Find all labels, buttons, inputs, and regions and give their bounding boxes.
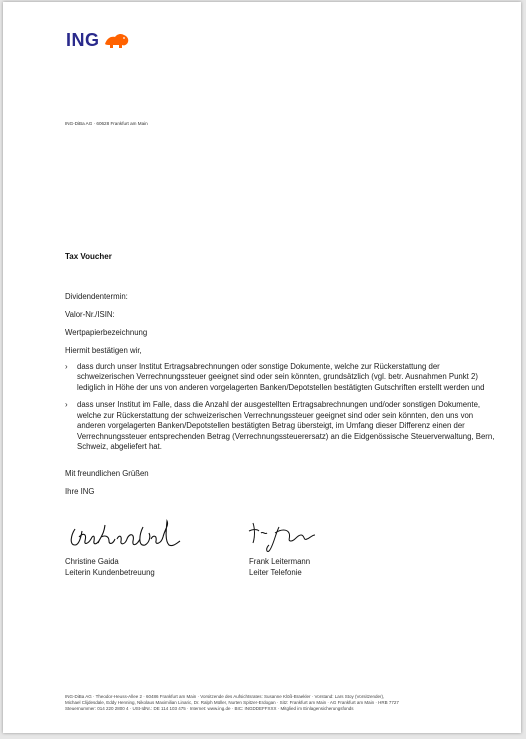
footer-line: Steuernummer: 014 220 2800 4 · USt-IdNr.: DE 114 103 475 · Internet: www.ing.de · BIC: INGDDEFFXXX · Mitglied im Einlagensicherungsfonds [65,706,354,712]
chevron-right-icon: › [65,361,68,371]
signatory-left [65,557,155,578]
lion-icon [103,30,131,50]
signatory-name: Christine Gaida [65,557,119,566]
letter-footer [65,694,485,713]
signatory-role: Leiter Telefonie [249,567,302,577]
bullet-text: dass unser Institut im Falle, dass die Anzahl der ausgestellten Ertragsabrechnungen und/oder sonstigen Dokumente, welche zur Rückerstattung der schweizerischen Verrechnungssteuer geeignet sind oder sein könnten, den uns von anderen vorgelagerten Banken/Depotstellen bestätigten Betrag übersteigt, im Umfang dieser Differenz einen der Verrechnungssteuer entsprechenden Betrag (Verrechnungssteuerersatz) an die Eidgenössische Steuerverwaltung, Bern, Schweiz, abgeliefert hat. [77,400,495,451]
letter-page [3,2,521,733]
list-item [65,400,495,453]
signature-right [247,517,317,557]
letter-body [65,292,495,497]
valor-field: Valor-Nr./ISIN: [65,310,115,319]
signatory-role: Leiterin Kundenbetreuung [65,567,155,577]
logo-text: ING [66,29,100,50]
signatory-right [249,557,310,578]
footer-line: ING-DiBa AG · Theodor-Heuss-Allee 2 · 60486 Frankfurt am Main · Vorsitzende des Aufsichtsrates: Susanne Klöß-Braekler · Vorstand: Lars Stoy (Vorsitzender), [65,694,385,699]
closing-text: Mit freundlichen Grüßen [65,468,149,478]
signature-left [65,517,185,557]
dividend-field: Dividendentermin: [65,292,128,301]
list-item [65,362,495,394]
ing-logo [66,29,131,51]
company-text: Ihre ING [65,486,95,496]
bullet-list [65,362,495,453]
signatory-name: Frank Leitermann [249,557,311,566]
bullet-text: dass durch unser Institut Ertragsabrechnungen oder sonstige Dokumente, welche zur Rückerstattung der schweizerischen Verrechnungssteuer geeignet sind oder sein könnten, grundsätzlich (vgl. betr. Ausnahmen Punkt 2) lediglich in Höhe der uns von anderen vorgelagerten Banken/Depotstellen bestätigten Gutschriften erstellt werden und [77,361,485,392]
security-field: Wertpapierbezeichnung [65,328,148,337]
intro-text: Hiermit bestätigen wir, [65,346,142,355]
sender-line: ING-DiBa AG · 60628 Frankfurt am Main [65,121,148,126]
chevron-right-icon: › [65,400,68,409]
footer-line: Michael Clijdesdale, Eddy Henning, Nikolaus Maximilian Linaric, Dr. Ralph Müller, Nurten Spitzer-Erdogan · Sitz: Frankfurt am Main · AG Frankfurt am Main · HRB 7727 [65,700,399,706]
letter-subject: Tax Voucher [65,252,112,261]
